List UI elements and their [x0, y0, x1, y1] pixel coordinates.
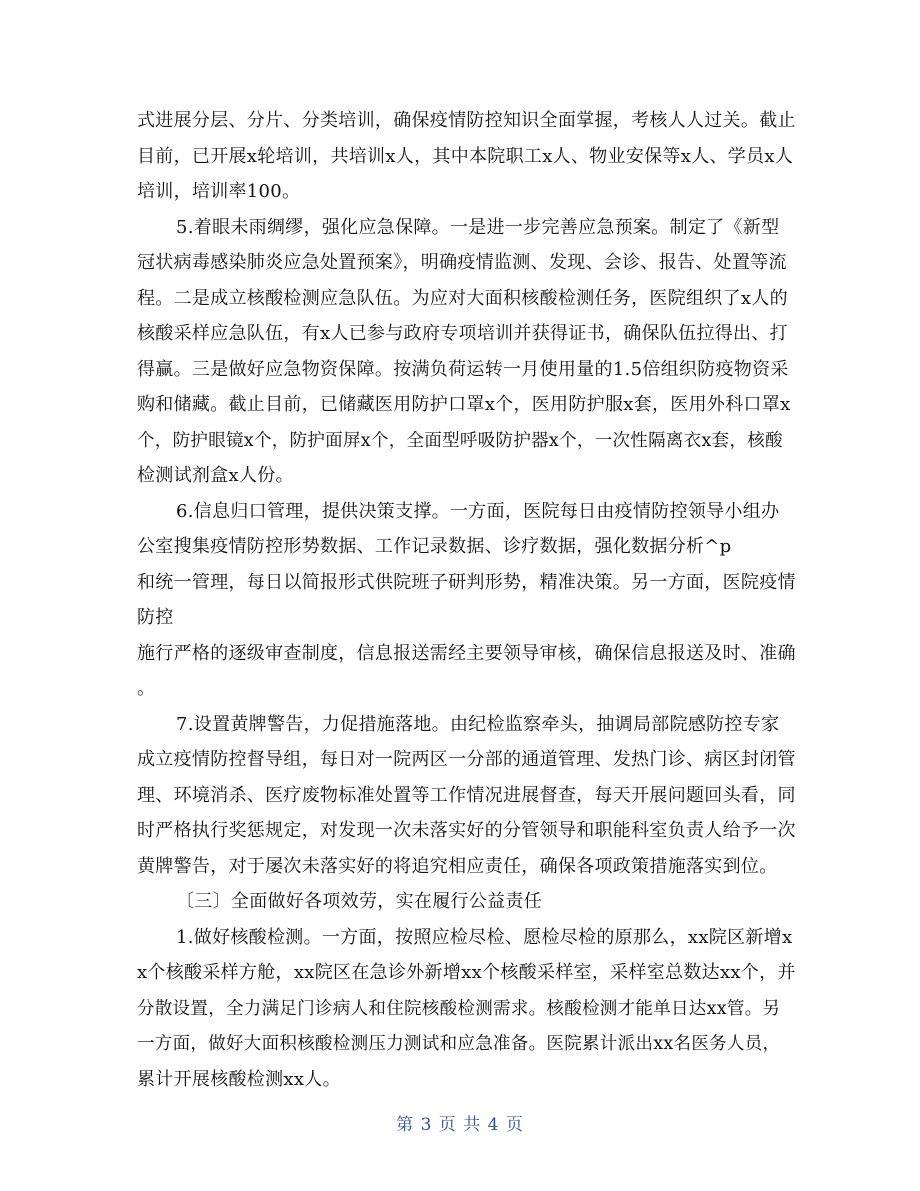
text-line: 和统一管理，每日以简报形式供院班子研判形势，精准决策。另一方面，医院疫情: [137, 572, 796, 593]
text-line: 5.着眼未雨绸缪，强化应急保障。一是进一步完善应急预案。制定了《新型: [176, 217, 780, 238]
text-line: 累计开展核酸检测xx人。: [137, 1069, 341, 1090]
text-line: 成立疫情防控督导组，每日对一院两区一分部的通道管理、发热门诊、病区封闭管: [137, 749, 796, 770]
text-line: 个，防护眼镜x个，防护面屏x个，全面型呼吸防护器x个，一次性隔离衣x套，核酸: [137, 431, 783, 451]
text-line: 得赢。三是做好应急物资保障。按满负荷运转一月使用量的1.5倍组织防疫物资采: [137, 359, 789, 380]
text-line: 培训，培训率100。: [137, 181, 301, 202]
text-line: 冠状病毒感染肺炎应急处置预案》，明确疫情监测、发现、会诊、报告、处置等流: [137, 252, 787, 273]
text-line: x个核酸采样方舱，xx院区在急诊外新增xx个核酸采样室，采样室总数达xx个，并: [137, 962, 796, 983]
text-line: 理、环境消杀、医疗废物标准处置等工作情况进展督查，每天开展问题回头看，同: [137, 785, 796, 806]
text-line: 程。二是成立核酸检测应急队伍。为应对大面积核酸检测任务，医院组织了x人的: [137, 288, 788, 309]
text-line: 施行严格的逐级审查制度，信息报送需经主要领导审核，确保信息报送及时、准确: [137, 643, 796, 664]
page-number-footer: 第 3 页 共 4 页: [396, 1115, 524, 1135]
text-line: 。: [137, 678, 156, 699]
text-line: 一方面，做好大面积核酸检测压力测试和应急准备。医院累计派出xx名医务人员，: [137, 1034, 781, 1054]
text-line: 7.设置黄牌警告，力促措施落地。由纪检监察牵头，抽调局部院感防控专家: [176, 714, 780, 735]
text-line: 1.做好核酸检测。一方面，按照应检尽检、愿检尽检的原那么，xx院区新增x: [176, 927, 793, 948]
text-line: 公室搜集疫情防控形势数据、工作记录数据、诊疗数据，强化数据分析^p: [137, 536, 732, 557]
text-line: 分散设置，全力满足门诊病人和住院核酸检测需求。核酸检测才能单日达xx管。另: [137, 999, 781, 1019]
text-line: 式进展分层、分片、分类培训，确保疫情防控知识全面掌握，考核人人过关。截止: [137, 110, 796, 131]
text-line: 6.信息归口管理，提供决策支撑。一方面，医院每日由疫情防控领导小组办: [176, 501, 780, 522]
text-line: 目前，已开展x轮培训，共培训x人，其中本院职工x人、物业安保等x人、学员x人: [137, 146, 794, 167]
text-line: 核酸采样应急队伍，有x人已参与政府专项培训并获得证书，确保队伍拉得出、打: [137, 323, 788, 344]
section-heading: 〔三〕全面做好各项效劳，实在履行公益责任: [176, 891, 542, 912]
text-line: 购和储藏。截止目前，已储藏医用防护口罩x个，医用防护服x套，医用外科口罩x: [137, 394, 791, 415]
text-line: 黄牌警告，对于屡次未落实好的将追究相应责任，确保各项政策措施落实到位。: [137, 856, 778, 877]
text-line: 检测试剂盒x人份。: [137, 465, 294, 486]
text-line: 时严格执行奖惩规定，对发现一次未落实好的分管领导和职能科室负责人给予一次: [137, 820, 796, 841]
text-line: 防控: [137, 607, 174, 628]
